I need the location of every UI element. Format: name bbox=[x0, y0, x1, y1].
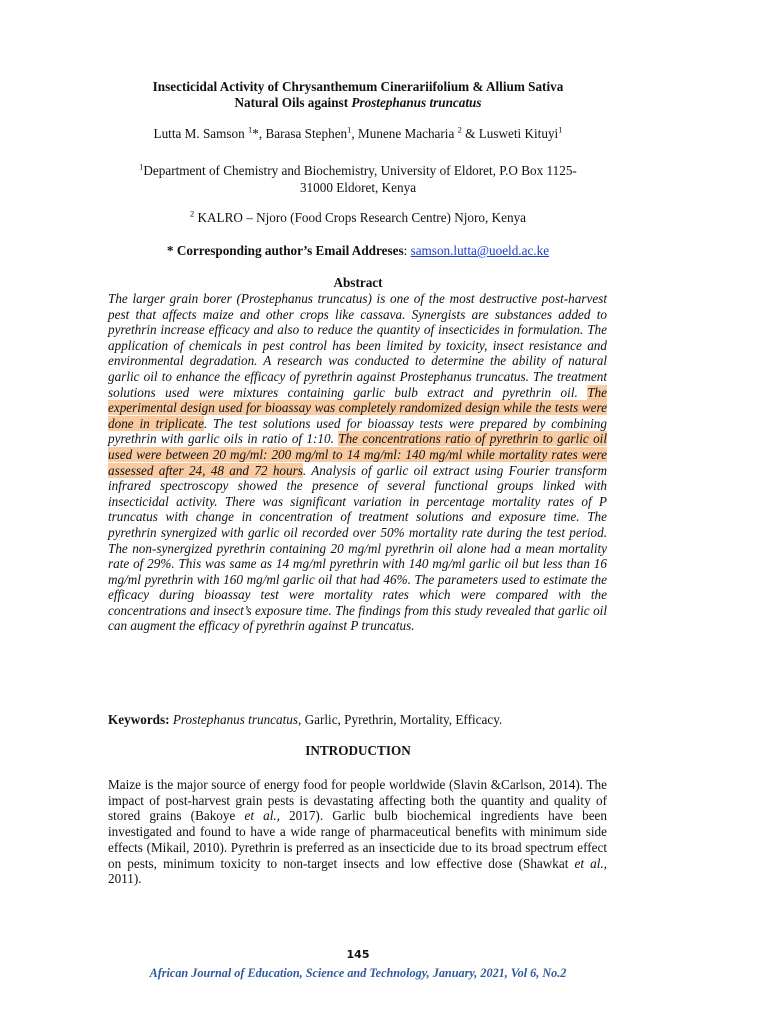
affiliation-1 bbox=[108, 162, 608, 196]
affiliation-1-line-1 bbox=[108, 162, 608, 179]
author-4: & Lusweti Kituyi bbox=[461, 126, 559, 141]
author-4-affil: 1 bbox=[558, 124, 563, 135]
affiliation-2 bbox=[108, 209, 608, 226]
abstract-text-2: . The test solutions used for bioassay tests were prepared by combining pyrethrin with garlic oils in ratio of 1:10. bbox=[108, 415, 607, 447]
keywords-list: , Garlic, Pyrethrin, Mortality, Efficacy. bbox=[298, 712, 503, 727]
keywords bbox=[108, 711, 608, 728]
author-1: Lutta M. Samson bbox=[153, 126, 249, 141]
title-line-1: Insecticidal Activity of Chrysanthemum Cinerariifolium & Allium Sativa bbox=[152, 79, 564, 94]
keyword-species: Prostephanus truncatus bbox=[169, 712, 299, 727]
intro-text-3: 2011). bbox=[108, 871, 142, 887]
paper-title bbox=[108, 79, 608, 111]
author-2-affil: 1 bbox=[347, 124, 352, 135]
intro-etal-1: et al., bbox=[244, 808, 280, 824]
author-3-affil: 2 bbox=[457, 124, 462, 135]
intro-text-1: Maize is the major source of energy food for people worldwide (Slavin &Carlson, 2014). The impact of post-harvest grain pests is devastating affecting both the quantity and quality of stored grains (Bakoye bbox=[108, 777, 607, 824]
keywords-label: Keywords: bbox=[108, 712, 170, 727]
author-3: , Munene Macharia bbox=[351, 126, 458, 141]
abstract-highlight-2: The concentrations ratio of pyrethrin to garlic oil used were between 20 mg/ml: 200 mg/ml to 14 mg/ml: 140 mg/ml while mortality rates were assessed after 24, 48 and 72 hours bbox=[108, 431, 607, 478]
affiliation-1-text: Department of Chemistry and Biochemistry, University of Eldoret, P.O Box 1125- bbox=[143, 163, 577, 178]
affiliation-1-line-2: 31000 Eldoret, Kenya bbox=[299, 180, 417, 195]
author-list bbox=[108, 125, 608, 142]
email-link[interactable]: samson.lutta@uoeld.ac.ke bbox=[410, 243, 550, 258]
abstract-heading: Abstract bbox=[333, 275, 383, 290]
abstract-highlight-1: The experimental design used for bioassay was completely randomized design while the tests were done in triplicate bbox=[108, 384, 607, 431]
introduction-body bbox=[108, 777, 607, 887]
title-line-2 bbox=[108, 95, 608, 111]
title-species: Prostephanus truncatus bbox=[351, 95, 482, 110]
journal-footer: African Journal of Education, Science and Technology, January, 2021, Vol 6, No.2 bbox=[149, 966, 567, 980]
abstract-text-1: The larger grain borer (Prostephanus truncatus) is one of the most destructive post-harvest pest that affects maize and other crops like cassava. Synergists are substances added to pyrethrin increase efficacy and also to reduce the quantity of insecticides in formulation. The application of chemicals in pest control has been limited by toxicity, insect resistance and environmental degradation. A research was conducted to determine the ability of natural garlic oil to enhance the efficacy of pyrethrin against Prostephanus truncatus. The treatment solutions used were mixtures containing garlic bulb extract and pyrethrin oil. bbox=[108, 291, 607, 400]
title-line-2-plain: Natural Oils against bbox=[234, 95, 352, 110]
author-2: *, Barasa Stephen bbox=[252, 126, 348, 141]
author-1-affil: 1 bbox=[248, 124, 253, 135]
abstract-body bbox=[108, 291, 607, 634]
intro-text-2: 2017). Garlic bulb biochemical ingredients have been investigated and found to have a wide range of pharmaceutical benefits with minimum side effects (Mikail, 2010). Pyrethrin is preferred as an insecticide due to its broad spectrum effect on pests, minimum toxicity to non-target insects and low effective dose (Shawkat bbox=[108, 808, 607, 871]
affiliation-2-text: KALRO – Njoro (Food Crops Research Centre) Njoro, Kenya bbox=[194, 210, 527, 225]
corresponding-colon: : bbox=[403, 243, 411, 258]
corresponding-label: * Corresponding author’s Email Addreses bbox=[166, 243, 404, 258]
affiliation-1-marker: 1 bbox=[139, 161, 144, 172]
intro-etal-2: et al., bbox=[574, 855, 607, 871]
page-number: 145 bbox=[346, 948, 370, 961]
affiliation-2-marker: 2 bbox=[189, 208, 195, 219]
abstract-text-3: . Analysis of garlic oil extract using Fourier transform infrared spectroscopy showed the presence of several functional groups linked with insecticidal activity. There was significant variation in percentage mortality rates of P truncatus with change in concentration of treatment solutions and exposure time. The pyrethrin synergized with garlic oil recorded over 50% mortality rate during the test period. The non-synergized pyrethrin containing 20 mg/ml pyrethrin oil alone had a mean mortality rate of 29%. This was same as 14 mg/ml pyrethrin with 140 mg/ml garlic oil but less than 16 mg/ml pyrethrin with 160 mg/ml garlic oil that had 46%. The parameters used to estimate the efficacy during bioassay test were mortality rates which were compared with the concentrations and insect’s exposure time. The findings from this study revealed that garlic oil can augment the efficacy of pyrethrin against P truncatus. bbox=[108, 462, 608, 634]
introduction-heading: INTRODUCTION bbox=[305, 743, 411, 758]
corresponding-author bbox=[108, 242, 608, 259]
